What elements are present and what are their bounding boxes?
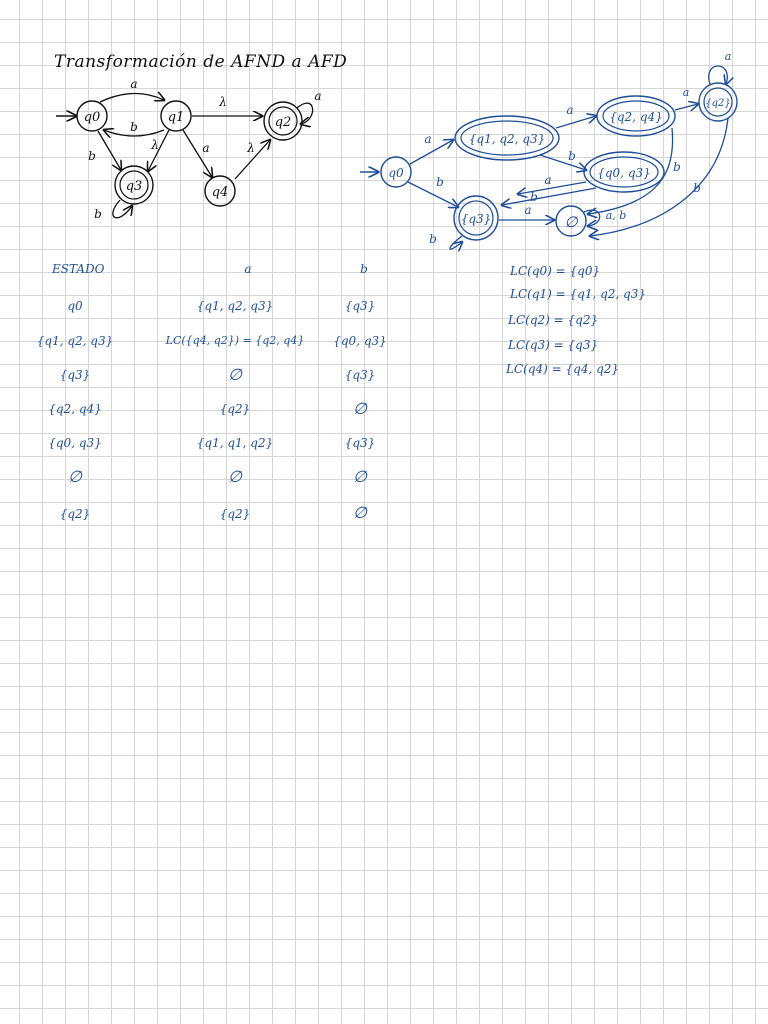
dfa-label-q0q3-b: b <box>530 190 538 204</box>
dfa-edge-q1q2q3-b <box>540 155 586 170</box>
dfa-label-empty-loop: a, b <box>605 209 627 222</box>
dfa-label-q2-top-loop: a <box>724 50 732 63</box>
table-cell-b: ∅ <box>353 503 367 522</box>
svg-text:q0: q0 <box>83 110 101 125</box>
dfa-edge-q2q4-a <box>675 104 698 110</box>
table-cell-a: ∅ <box>228 467 242 486</box>
dfa-loop-q2-top <box>709 66 728 84</box>
dfa-state-q2q4 <box>597 96 675 136</box>
dfa-label-q0q3-a: a <box>544 173 552 187</box>
table-cell-a: ∅ <box>228 365 242 384</box>
dfa-label-q2q4-a: a <box>682 86 690 99</box>
page-title: Transformación de AFND a AFD <box>54 52 348 72</box>
dfa-loop-q3 <box>450 236 462 249</box>
table-cell-state: {q0, q3} <box>48 436 102 450</box>
dfa-edge-q0-b <box>408 182 458 207</box>
table-cell-a: LC({q4, q2}) = {q2, q4} <box>165 334 305 347</box>
svg-text:{q1, q2, q3}: {q1, q2, q3} <box>468 132 546 146</box>
table-cell-b: ∅ <box>353 467 367 486</box>
dfa-edge-q0q3-b <box>502 188 596 205</box>
dfa-label-q0-b: b <box>436 175 444 189</box>
svg-text:{q2}: {q2} <box>705 98 731 109</box>
dfa-state-q0q3 <box>584 152 664 192</box>
lambda-closure-item: LC(q2) = {q2} <box>508 313 599 327</box>
table-cell-state: {q1, q2, q3} <box>36 334 114 348</box>
lambda-closure-item: LC(q4) = {q4, q2} <box>506 362 620 376</box>
svg-text:q3: q3 <box>125 179 143 194</box>
svg-text:q1: q1 <box>167 110 185 125</box>
table-cell-state: {q2} <box>59 507 91 521</box>
table-cell-a: {q1, q2, q3} <box>196 299 274 313</box>
dfa-state-q2-top <box>699 83 737 121</box>
table-cell-b: {q3} <box>344 436 376 450</box>
table-header-estado: ESTADO <box>52 262 105 276</box>
table-cell-a: {q2} <box>219 402 251 416</box>
nfa-label-q1-q4: a <box>202 141 210 155</box>
nfa-label-q2-loop: a <box>314 89 322 103</box>
dfa-state-q3 <box>454 196 498 240</box>
dfa-state-q1q2q3 <box>455 116 559 160</box>
dfa-label-q3-a: a <box>524 203 532 217</box>
table-cell-a: {q2} <box>219 507 251 521</box>
table-cell-state: q0 <box>67 299 83 313</box>
dfa-label-q2-top-b: b <box>693 181 701 195</box>
svg-text:{q0, q3}: {q0, q3} <box>597 166 651 180</box>
table-cell-a: {q1, q1, q2} <box>196 436 274 450</box>
nfa-label-q0-q1: a <box>130 77 138 91</box>
dfa-state-empty <box>556 206 586 236</box>
nfa-label-q1-q2: λ <box>219 95 227 109</box>
dfa-state-q0 <box>381 157 411 187</box>
dfa-label-q0-a: a <box>424 132 432 146</box>
table-cell-state: ∅ <box>68 467 82 486</box>
dfa-label-q3-loop: b <box>429 232 437 246</box>
table-cell-b: {q3} <box>344 299 376 313</box>
nfa-label-q1-q3: λ <box>151 138 159 152</box>
svg-text:q2: q2 <box>274 115 292 130</box>
table-cell-state: {q3} <box>59 368 91 382</box>
table-header-a: a <box>244 262 252 276</box>
svg-text:{q3}: {q3} <box>460 212 492 226</box>
table-cell-state: {q2, q4} <box>48 402 102 416</box>
dfa-edge-q1q2q3-a <box>556 116 596 128</box>
nfa-label-q0-q3: b <box>88 149 96 163</box>
dfa-label-q1q2q3-a: a <box>566 103 574 117</box>
svg-text:q4: q4 <box>211 185 229 200</box>
table-cell-b: {q0, q3} <box>333 334 387 348</box>
nfa-label-q3-loop: b <box>94 207 102 221</box>
nfa-label-q1-q0: b <box>130 120 138 134</box>
dfa-label-q2q4-b: b <box>673 160 681 174</box>
dfa-diagram <box>0 0 768 260</box>
svg-text:q0: q0 <box>388 166 404 180</box>
table-header-b: b <box>360 262 368 276</box>
table-cell-b: {q3} <box>344 368 376 382</box>
nfa-label-q4-q2: λ <box>247 141 255 155</box>
lambda-closure-item: LC(q1) = {q1, q2, q3} <box>510 287 646 301</box>
svg-text:∅: ∅ <box>564 213 578 231</box>
table-cell-b: ∅ <box>353 399 367 418</box>
lambda-closure-item: LC(q0) = {q0} <box>510 264 601 278</box>
lambda-closure-item: LC(q3) = {q3} <box>508 338 599 352</box>
dfa-label-q1q2q3-b: b <box>568 149 576 163</box>
svg-text:{q2, q4}: {q2, q4} <box>609 110 663 124</box>
